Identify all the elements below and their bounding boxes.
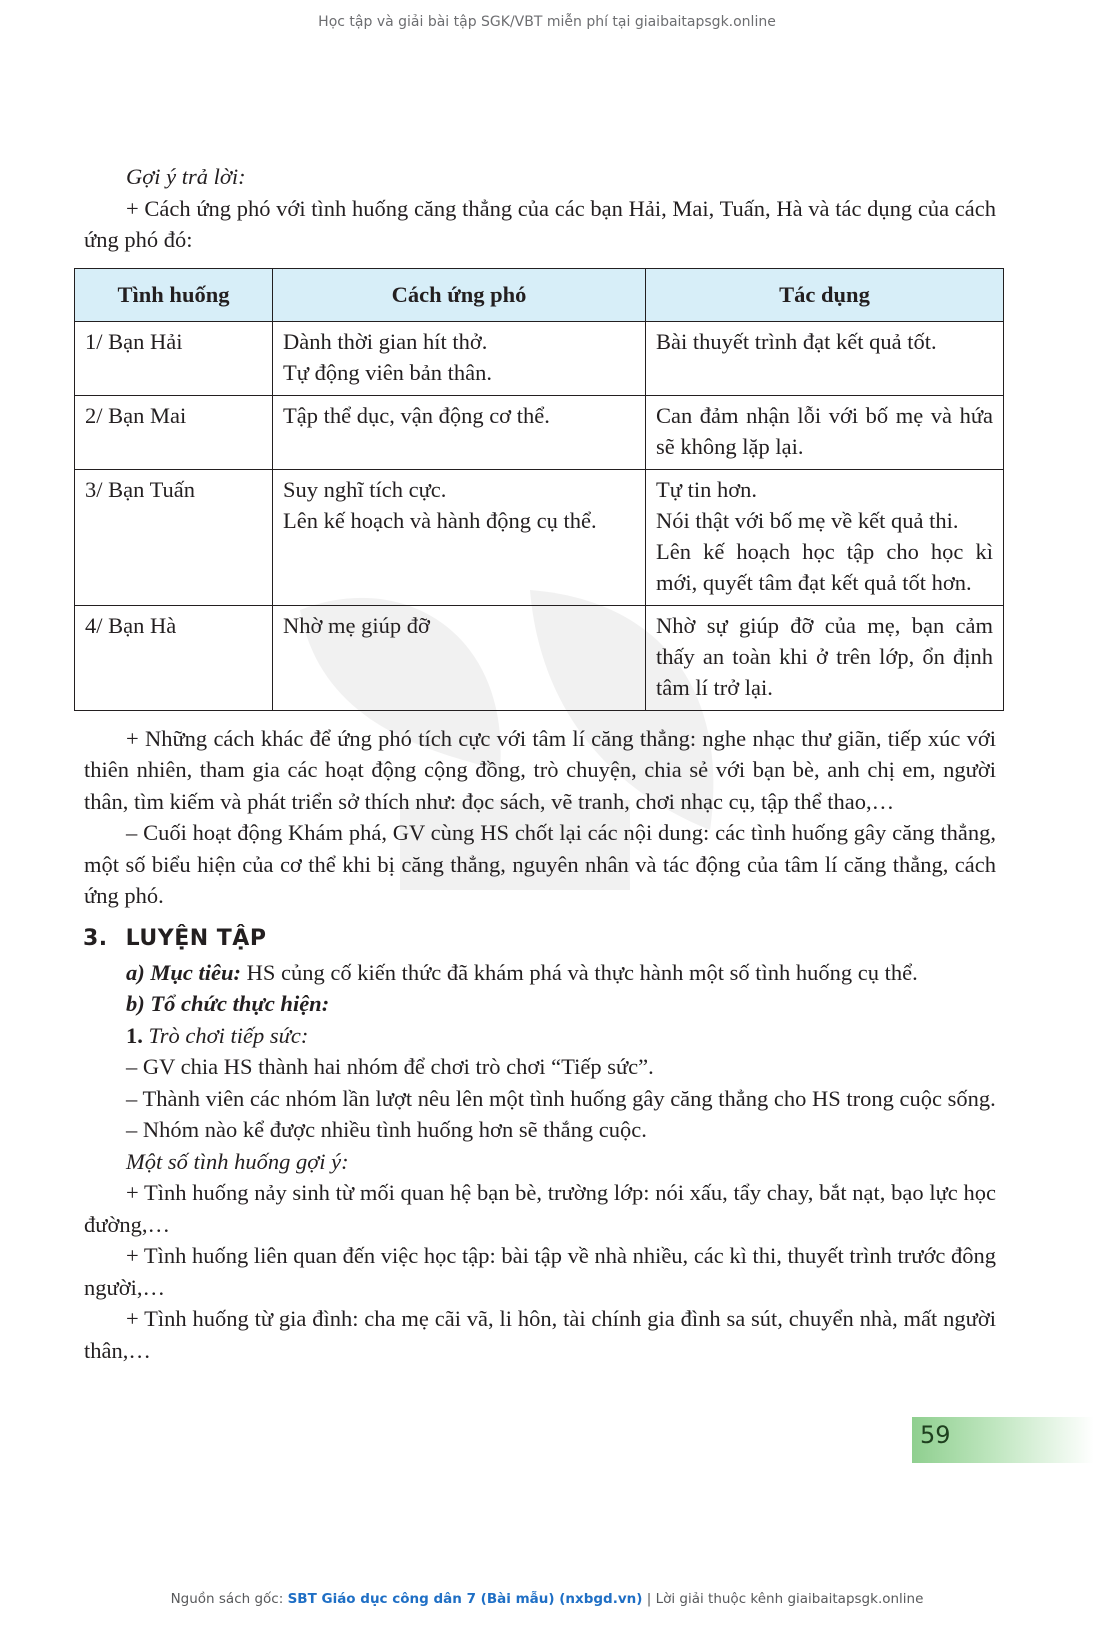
section-heading <box>83 926 996 951</box>
cell-effect <box>646 395 1004 469</box>
step-item: – GV chia HS thành hai nhóm để chơi trò chơi “Tiếp sức”. <box>126 1054 654 1079</box>
footer-source-link[interactable]: SBT Giáo dục công dân 7 (Bài mẫu) (nxbgd.vn) <box>287 1591 643 1607</box>
suggestion-item: + Tình huống liên quan đến việc học tập: bài tập về nhà nhiều, các kì thi, thuyết trình trước đông người,… <box>84 1243 996 1300</box>
effect-line: Nhờ sự giúp đỡ của mẹ, bạn cảm thấy an toàn khi ở trên lớp, ổn định tâm lí trở lại. <box>656 612 993 700</box>
suggestion-item: + Tình huống nảy sinh từ mối quan hệ bạn bè, trường lớp: nói xấu, tẩy chay, bắt nạt, bạo lực học đường,… <box>84 1180 996 1237</box>
step-item: – Thành viên các nhóm lần lượt nêu lên một tình huống gây căng thẳng cho HS trong cuộc sống. <box>126 1085 996 1111</box>
table-row <box>75 605 1004 710</box>
page-content <box>84 161 996 1366</box>
goal-paragraph <box>84 957 996 989</box>
header-watermark: Học tập và giải bài tập SGK/VBT miễn phí tại giaibaitapsgk.online <box>318 14 776 30</box>
cell-response <box>273 395 646 469</box>
response-line: Dành thời gian hít thở. <box>283 328 488 354</box>
cell-situation: 1/ Bạn Hải <box>75 321 273 395</box>
header-effect: Tác dụng <box>646 268 1004 321</box>
coping-table <box>74 268 1004 711</box>
response-line: Lên kế hoạch và hành động cụ thể. <box>283 507 597 533</box>
cell-situation: 3/ Bạn Tuấn <box>75 469 273 605</box>
cell-effect <box>646 605 1004 710</box>
effect-line: Nói thật với bố mẹ về kết quả thi. <box>656 507 959 533</box>
header-situation: Tình huống <box>75 268 273 321</box>
goal-text: HS củng cố kiến thức đã khám phá và thực hành một số tình huống cụ thể. <box>241 959 918 985</box>
section-number: 3. <box>83 925 108 951</box>
effect-line: Tự tin hơn. <box>656 476 757 502</box>
footer-watermark <box>0 1591 1094 1607</box>
intro-lead: + Cách ứng phó với tình huống căng thẳng của các bạn Hải, Mai, Tuấn, Hà và tác dụng của cách ứng phó đó: <box>84 195 996 252</box>
response-line: Nhờ mẹ giúp đỡ <box>283 612 430 638</box>
cell-effect <box>646 321 1004 395</box>
footer-prefix: Nguồn sách gốc: <box>170 1591 288 1607</box>
organization-label: b) Tổ chức thực hiện: <box>126 991 330 1016</box>
effect-line: Bài thuyết trình đạt kết quả tốt. <box>656 328 937 354</box>
response-line: Tự động viên bản thân. <box>283 359 493 385</box>
cell-effect <box>646 469 1004 605</box>
hint-label: Gợi ý trả lời: <box>126 164 246 189</box>
page-number: 59 <box>920 1421 951 1449</box>
cell-response <box>273 469 646 605</box>
table-row <box>75 321 1004 395</box>
cell-situation: 2/ Bạn Mai <box>75 395 273 469</box>
table-row <box>75 395 1004 469</box>
summary-paragraph: – Cuối hoạt động Khám phá, GV cùng HS chốt lại các nội dung: các tình huống gây căng thẳng, một số biểu hiện của cơ thể khi bị căng thẳng, nguyên nhân và tác động của tâm lí căng thẳng, cách ứng phó. <box>84 820 996 908</box>
step-item: – Nhóm nào kể được nhiều tình huống hơn sẽ thắng cuộc. <box>126 1117 647 1142</box>
game-heading <box>84 1020 996 1052</box>
game-title: Trò chơi tiếp sức: <box>142 1022 309 1048</box>
suggest-label: Một số tình huống gợi ý: <box>126 1148 349 1174</box>
response-line: Suy nghĩ tích cực. <box>283 476 447 502</box>
cell-response <box>273 605 646 710</box>
suggestion-item: + Tình huống từ gia đình: cha mẹ cãi vã, li hôn, tài chính gia đình sa sút, chuyển nhà, mất người thân,… <box>84 1306 996 1363</box>
response-line: Tập thể dục, vận động cơ thể. <box>283 402 550 428</box>
goal-label: a) Mục tiêu: <box>126 959 241 985</box>
game-number: 1. <box>126 1022 143 1048</box>
effect-line: Can đảm nhận lỗi với bố mẹ và hứa sẽ không lặp lại. <box>656 402 993 459</box>
header-response: Cách ứng phó <box>273 268 646 321</box>
other-coping-paragraph: + Những cách khác để ứng phó tích cực với tâm lí căng thẳng: nghe nhạc thư giãn, tiếp xúc với thiên nhiên, tham gia các hoạt động cộng đồng, trò chuyện, chia sẻ với bạn bè, anh chị em, người thân, tìm kiếm và phát triển sở thích như: đọc sách, vẽ tranh, chơi nhạc cụ, tập thể thao,… <box>84 725 996 814</box>
cell-response <box>273 321 646 395</box>
section-title: LUYỆN TẬP <box>125 925 267 951</box>
table-header-row <box>75 268 1004 321</box>
footer-suffix: | Lời giải thuộc kênh giaibaitapsgk.online <box>642 1591 924 1607</box>
effect-line: Lên kế hoạch học tập cho học kì mới, quyết tâm đạt kết quả tốt hơn. <box>656 538 993 595</box>
table-row <box>75 469 1004 605</box>
cell-situation: 4/ Bạn Hà <box>75 605 273 710</box>
